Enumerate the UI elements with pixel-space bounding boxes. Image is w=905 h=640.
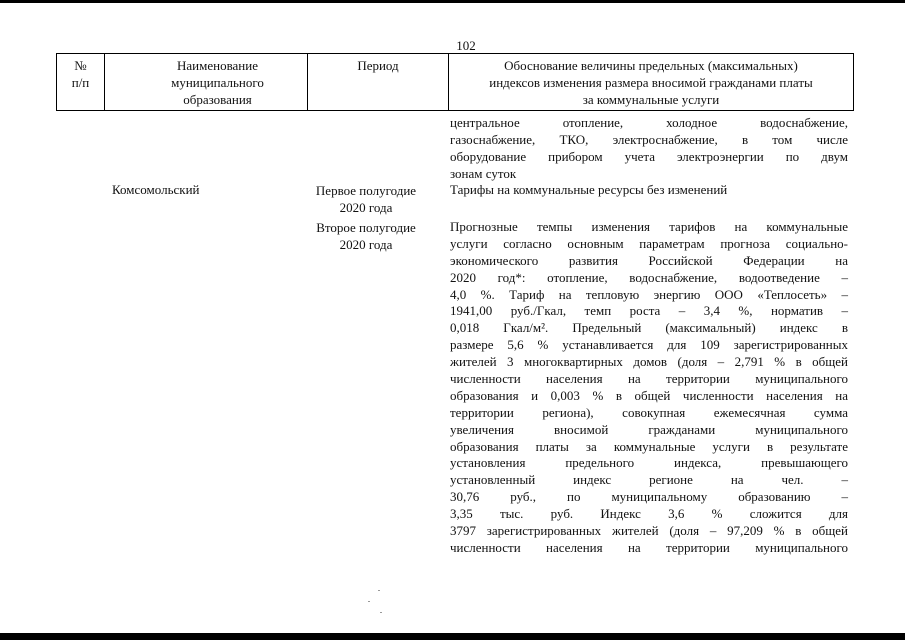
- header-municipality-line: Наименование: [177, 58, 258, 73]
- text-line: центральное отопление, холодное водоснабжение,: [450, 115, 848, 130]
- header-basis-line: за коммунальные услуги: [582, 92, 720, 107]
- text-line: 3797 зарегистрированных жителей (доля – 97,209 % в общей: [450, 523, 848, 539]
- period-line: 2020 года: [339, 200, 393, 215]
- top-page-border: [0, 0, 905, 3]
- text-line: территории региона), совокупная ежемесячная сумма: [450, 404, 848, 420]
- tariffs-unchanged-text: Тарифы на коммунальные ресурсы без изменений: [450, 182, 728, 197]
- text-line: установленный индекс регионе на чел. –: [450, 472, 848, 488]
- page-number: 102: [456, 38, 476, 53]
- period-line: Первое полугодие: [315, 183, 417, 198]
- text-line: зонам суток: [450, 165, 517, 181]
- scan-speck: [380, 612, 382, 613]
- header-basis-line: индексов изменения размера вносимой гражданами платы: [489, 75, 813, 90]
- text-line: оборудование прибором учета электроэнергии по двум: [450, 148, 848, 164]
- bottom-page-border: [0, 633, 905, 640]
- text-line: экономического развития Российской Федерации на: [450, 252, 848, 268]
- period-line: 2020 года: [339, 237, 393, 252]
- period-second-half: [300, 219, 432, 253]
- forecast-basis-text: [450, 219, 848, 557]
- period-first-half: [300, 182, 432, 216]
- text-line: услуги согласно основным параметрам прогноза социально-: [450, 235, 848, 251]
- header-municipality-column: [105, 57, 330, 108]
- text-line: численности населения на территории муниципального: [450, 539, 848, 555]
- scan-speck: [378, 590, 380, 591]
- table-header: [56, 53, 854, 111]
- header-basis-column: [448, 57, 854, 108]
- header-basis-line: Обоснование величины предельных (максимальных): [504, 58, 798, 73]
- continued-basis-text: [450, 115, 848, 183]
- text-line: установления предельного индекса, превышающего: [450, 455, 848, 471]
- scan-speck: [368, 601, 370, 602]
- text-line: образования и 0,003 % в общей численности населения на: [450, 387, 848, 403]
- text-line: жителей 3 многоквартирных домов (доля – 2,791 % в общей: [450, 354, 848, 370]
- header-municipality-line: образования: [183, 92, 252, 107]
- header-municipality-line: муниципального: [171, 75, 264, 90]
- text-line: размере 5,6 % устанавливается для 109 зарегистрированных: [450, 337, 848, 353]
- header-number-column: [57, 57, 104, 91]
- period-line: Второе полугодие: [316, 220, 416, 235]
- text-line: Прогнозные темпы изменения тарифов на коммунальные: [450, 219, 848, 234]
- text-line: 1941,00 руб./Гкал, темп роста – 3,4 %, норматив –: [450, 303, 848, 319]
- text-line: 0,018 Гкал/м². Предельный (максимальный) индекс в: [450, 320, 848, 336]
- text-line: газоснабжение, ТКО, электроснабжение, в том числе: [450, 131, 848, 147]
- text-line: 4,0 %. Тариф на тепловую энергию ООО «Теплосеть» –: [450, 286, 848, 302]
- municipality-name: Комсомольский: [112, 182, 200, 197]
- text-line: 3,35 тыс. руб. Индекс 3,6 % сложится для: [450, 506, 848, 522]
- text-line: численности населения на территории муниципального: [450, 371, 848, 387]
- text-line: 30,76 руб., по муниципальному образованию –: [450, 489, 848, 505]
- header-period-column: Период: [357, 58, 399, 73]
- text-line: образования платы за коммунальные услуги в результате: [450, 438, 848, 454]
- header-number-label: №: [74, 58, 87, 73]
- text-line: увеличения вносимой гражданами муниципального: [450, 421, 848, 437]
- header-number-sublabel: п/п: [71, 75, 90, 90]
- text-line: 2020 год*: отопление, водоснабжение, водоотведение –: [450, 269, 848, 285]
